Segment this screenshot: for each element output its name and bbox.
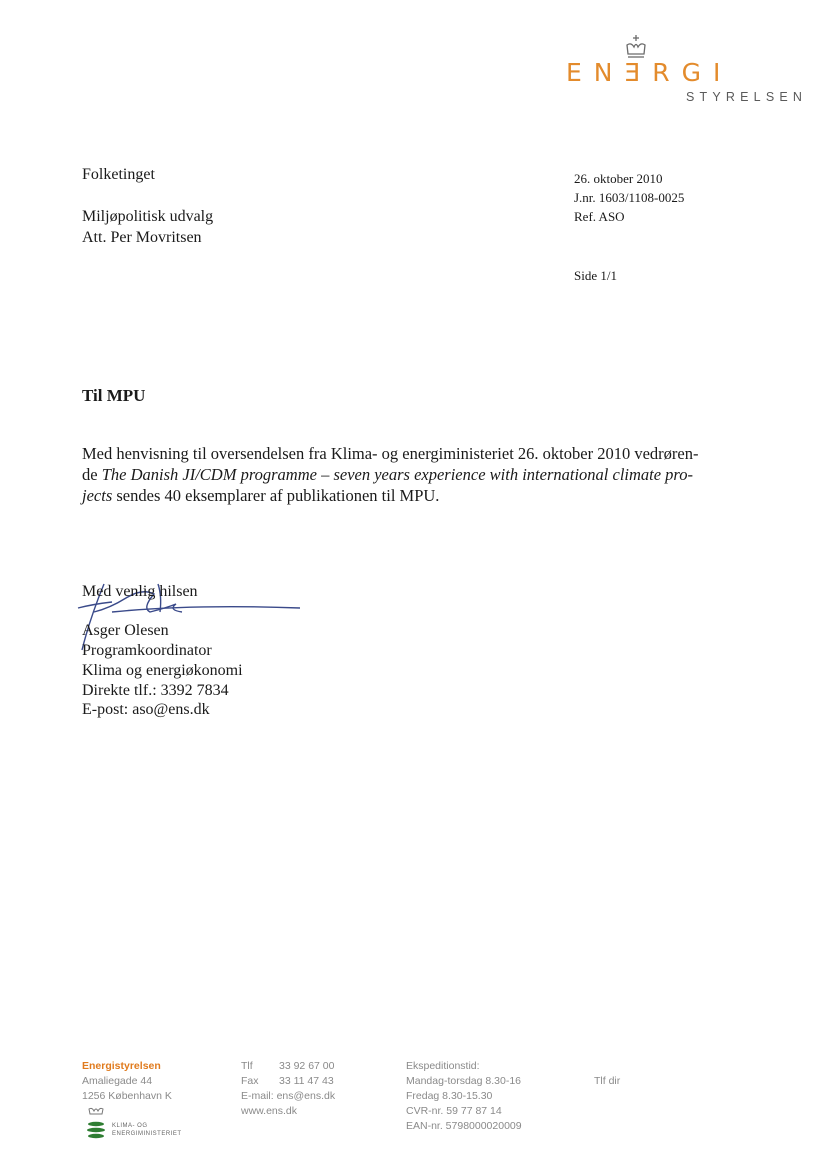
sender-name: Asger Olesen: [82, 622, 169, 639]
footer-fax-label: Fax: [241, 1075, 259, 1087]
body-text-part-2: sendes 40 eksemplarer af publikationen til MPU.: [112, 486, 440, 505]
footer-phone: [241, 1059, 334, 1074]
publication-title: The Danish JI/CDM programme – seven years experience with international climate pro-jects: [82, 465, 693, 505]
footer-direct-phone-label: Tlf dir: [594, 1075, 621, 1087]
footer-hours-friday: Fredag 8.30-15.30: [406, 1090, 493, 1102]
letter-heading: Til MPU: [82, 386, 146, 405]
footer-hours-title: Ekspeditionstid:: [406, 1060, 480, 1072]
footer-street: Amaliegade 44: [82, 1075, 153, 1087]
body-text-part-1: Med henvisning til oversendelsen fra Klima- og energiministeriet 26. oktober 2010 vedrøren-de: [82, 444, 699, 484]
ministry-logo-line-1: KLIMA- OG: [112, 1123, 148, 1129]
recipient-line-2: Miljøpolitisk udvalg: [82, 208, 214, 225]
footer-website-link[interactable]: www.ens.dk: [241, 1105, 298, 1117]
ministry-logo-line-2: ENERGIMINISTERIET: [112, 1131, 182, 1137]
page-indicator: Side 1/1: [574, 268, 617, 283]
footer-phone-value: 33 92 67 00: [279, 1060, 335, 1072]
footer-email-link[interactable]: E-mail: ens@ens.dk: [241, 1090, 336, 1102]
footer-fax-value: 33 11 47 43: [279, 1075, 334, 1087]
sender-email: E-post: aso@ens.dk: [82, 701, 210, 718]
letter-body: [82, 443, 712, 506]
sender-title: Programkoordinator: [82, 642, 212, 659]
footer-phone-label: Tlf: [241, 1060, 253, 1072]
recipient-line-1: Folketinget: [82, 166, 155, 183]
letter-date: 26. oktober 2010: [574, 171, 663, 186]
recipient-line-3: Att. Per Movritsen: [82, 229, 202, 246]
closing: Med venlig hilsen: [82, 583, 198, 600]
journal-number: J.nr. 1603/1108-0025: [574, 190, 685, 205]
brand-logo-wordmark: ENƎRGI: [566, 58, 733, 87]
sender-phone: Direkte tlf.: 3392 7834: [82, 682, 229, 699]
reference: Ref. ASO: [574, 209, 625, 224]
footer-org-name: Energistyrelsen: [82, 1060, 161, 1072]
footer-hours-weekdays: Mandag-torsdag 8.30-16: [406, 1075, 521, 1087]
crown-icon: [624, 34, 648, 60]
footer-fax: [241, 1074, 334, 1089]
brand-logo-subtitle: STYRELSEN: [686, 90, 808, 104]
footer-cvr: CVR-nr. 59 77 87 14: [406, 1105, 502, 1117]
footer-city: 1256 København K: [82, 1090, 172, 1102]
footer-ean: EAN-nr. 5798000020009: [406, 1120, 522, 1132]
sender-department: Klima og energiøkonomi: [82, 662, 243, 679]
